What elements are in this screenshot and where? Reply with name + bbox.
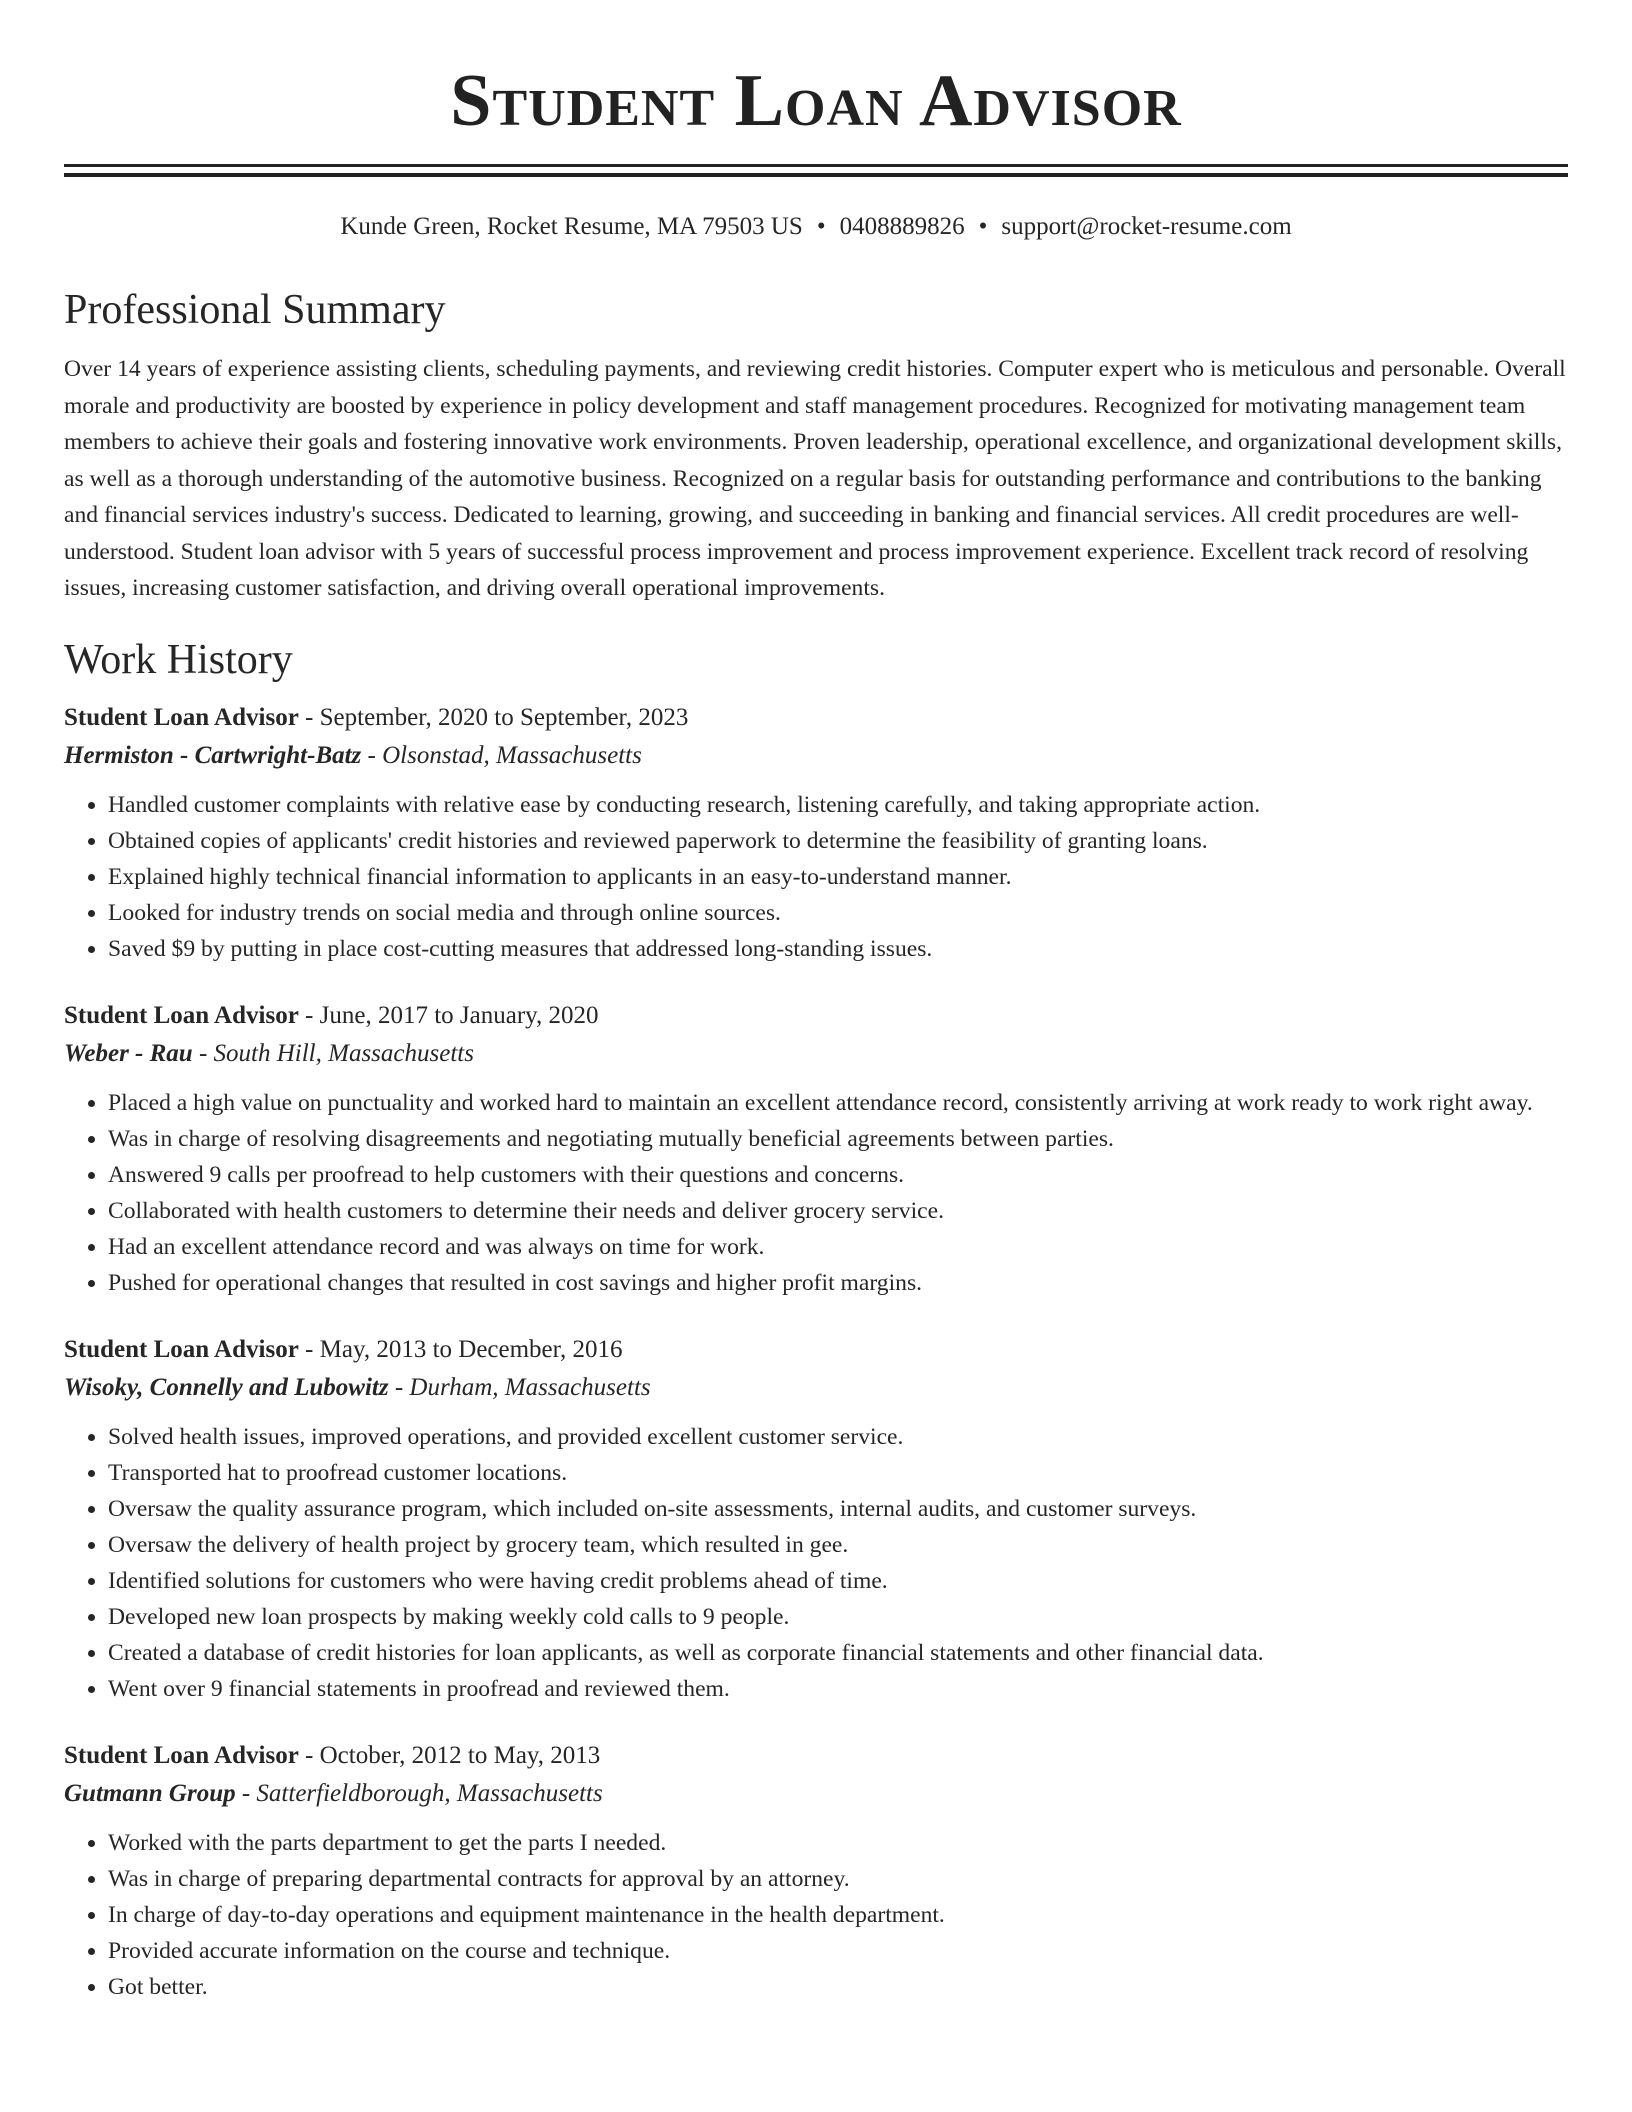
list-item: • Got better.: [108, 1969, 1568, 2005]
job-title: Student Loan Advisor: [64, 1335, 299, 1363]
job-bullets: [64, 1419, 1568, 1707]
job-dates: - October, 2012 to May, 2013: [298, 1741, 601, 1769]
list-item: • Provided accurate information on the course and technique.: [108, 1933, 1568, 1969]
list-item: • Developed new loan prospects by making weekly cold calls to 9 people.: [108, 1599, 1568, 1635]
company-location: - South Hill, Massachusetts: [192, 1039, 474, 1067]
list-item: • Explained highly technical financial information to applicants in an easy-to-understand manner.: [108, 859, 1568, 895]
job-title: Student Loan Advisor: [64, 703, 299, 731]
list-item: • Answered 9 calls per proofread to help customers with their questions and concerns.: [108, 1157, 1568, 1193]
job-title-line: [64, 997, 1568, 1035]
list-item: • Obtained copies of applicants' credit histories and reviewed paperwork to determine the feasibility of granting loans.: [108, 823, 1568, 859]
resume-title: Student Loan Advisor: [450, 60, 1182, 142]
list-item: • Placed a high value on punctuality and worked hard to maintain an excellent attendance record, consistently arriving at work ready to work right away.: [108, 1085, 1568, 1121]
summary-heading: Professional Summary: [64, 287, 446, 333]
list-item: • Went over 9 financial statements in proofread and reviewed them.: [108, 1671, 1568, 1707]
company-name: Gutmann Group: [64, 1779, 236, 1807]
list-item: • Saved $9 by putting in place cost-cutting measures that addressed long-standing issues.: [108, 931, 1568, 967]
job-title: Student Loan Advisor: [64, 1741, 299, 1769]
contact-separator: •: [978, 213, 988, 240]
company-location: - Olsonstad, Massachusetts: [361, 741, 642, 769]
job-title: Student Loan Advisor: [64, 1001, 299, 1029]
list-item: • In charge of day-to-day operations and equipment maintenance in the health department.: [108, 1897, 1568, 1933]
job-entry: [64, 699, 1568, 967]
list-item: • Pushed for operational changes that resulted in cost savings and higher profit margins.: [108, 1265, 1568, 1301]
company-line: [64, 1775, 1568, 1813]
list-item: • Oversaw the quality assurance program, which included on-site assessments, internal audits, and customer surveys.: [108, 1491, 1568, 1527]
job-dates: - September, 2020 to September, 2023: [298, 703, 689, 731]
company-name: Hermiston - Cartwright-Batz: [64, 741, 362, 769]
summary-text: Over 14 years of experience assisting clients, scheduling payments, and reviewing credit histories. Computer expert who is meticulous and personable. Overall morale and productivity are boosted by experience in policy development and staff management procedures. Recognized for motivating management team members to achieve their goals and fostering innovative work environments. Proven leadership, operational excellence, and organizational development skills, as well as a thorough understanding of the automotive business. Recognized on a regular basis for outstanding performance and contributions to the banking and financial services industry's success. Dedicated to learning, growing, and succeeding in banking and financial services. All credit procedures are well-understood. Student loan advisor with 5 years of successful process improvement and process improvement experience. Excellent track record of resolving issues, increasing customer satisfaction, and driving overall operational improvements.: [64, 356, 1566, 601]
job-dates: - May, 2013 to December, 2016: [298, 1335, 623, 1363]
list-item: • Collaborated with health customers to determine their needs and deliver grocery service.: [108, 1193, 1568, 1229]
title-double-rule: [64, 164, 1568, 177]
list-item: • Transported hat to proofread customer locations.: [108, 1455, 1568, 1491]
company-line: [64, 737, 1568, 775]
list-item: • Created a database of credit histories for loan applicants, as well as corporate financial statements and other financial data.: [108, 1635, 1568, 1671]
list-item: • Was in charge of resolving disagreements and negotiating mutually beneficial agreements between parties.: [108, 1121, 1568, 1157]
title-rule-top: [64, 164, 1568, 167]
contact-address: Kunde Green, Rocket Resume, MA 79503 US: [340, 213, 803, 240]
work-history-heading: Work History: [64, 636, 293, 683]
list-item: • Had an excellent attendance record and was always on time for work.: [108, 1229, 1568, 1265]
company-name: Wisoky, Connelly and Lubowitz: [64, 1373, 389, 1401]
list-item: • Solved health issues, improved operations, and provided excellent customer service.: [108, 1419, 1568, 1455]
job-title-line: [64, 1331, 1568, 1369]
list-item: • Worked with the parts department to get the parts I needed.: [108, 1825, 1568, 1861]
job-bullets: [64, 787, 1568, 967]
job-entry: [64, 1737, 1568, 2005]
list-item: • Handled customer complaints with relative ease by conducting research, listening carefully, and taking appropriate action.: [108, 787, 1568, 823]
job-title-line: [64, 699, 1568, 737]
contact-line: [64, 211, 1568, 243]
company-line: [64, 1035, 1568, 1073]
company-location: - Satterfieldborough, Massachusetts: [235, 1779, 603, 1807]
contact-phone: 0408889826: [839, 213, 965, 240]
job-title-line: [64, 1737, 1568, 1775]
company-line: [64, 1369, 1568, 1407]
job-bullets: [64, 1085, 1568, 1301]
title-rule-bottom: [64, 173, 1568, 177]
job-bullets: [64, 1825, 1568, 2005]
contact-separator: •: [816, 213, 826, 240]
list-item: • Oversaw the delivery of health project by grocery team, which resulted in gee.: [108, 1527, 1568, 1563]
job-dates: - June, 2017 to January, 2020: [298, 1001, 599, 1029]
job-entry: [64, 997, 1568, 1301]
list-item: • Was in charge of preparing departmental contracts for approval by an attorney.: [108, 1861, 1568, 1897]
contact-email: support@rocket-resume.com: [1001, 213, 1292, 240]
company-name: Weber - Rau: [64, 1039, 193, 1067]
job-entry: [64, 1331, 1568, 1707]
list-item: • Looked for industry trends on social media and through online sources.: [108, 895, 1568, 931]
list-item: • Identified solutions for customers who were having credit problems ahead of time.: [108, 1563, 1568, 1599]
company-location: - Durham, Massachusetts: [388, 1373, 651, 1401]
